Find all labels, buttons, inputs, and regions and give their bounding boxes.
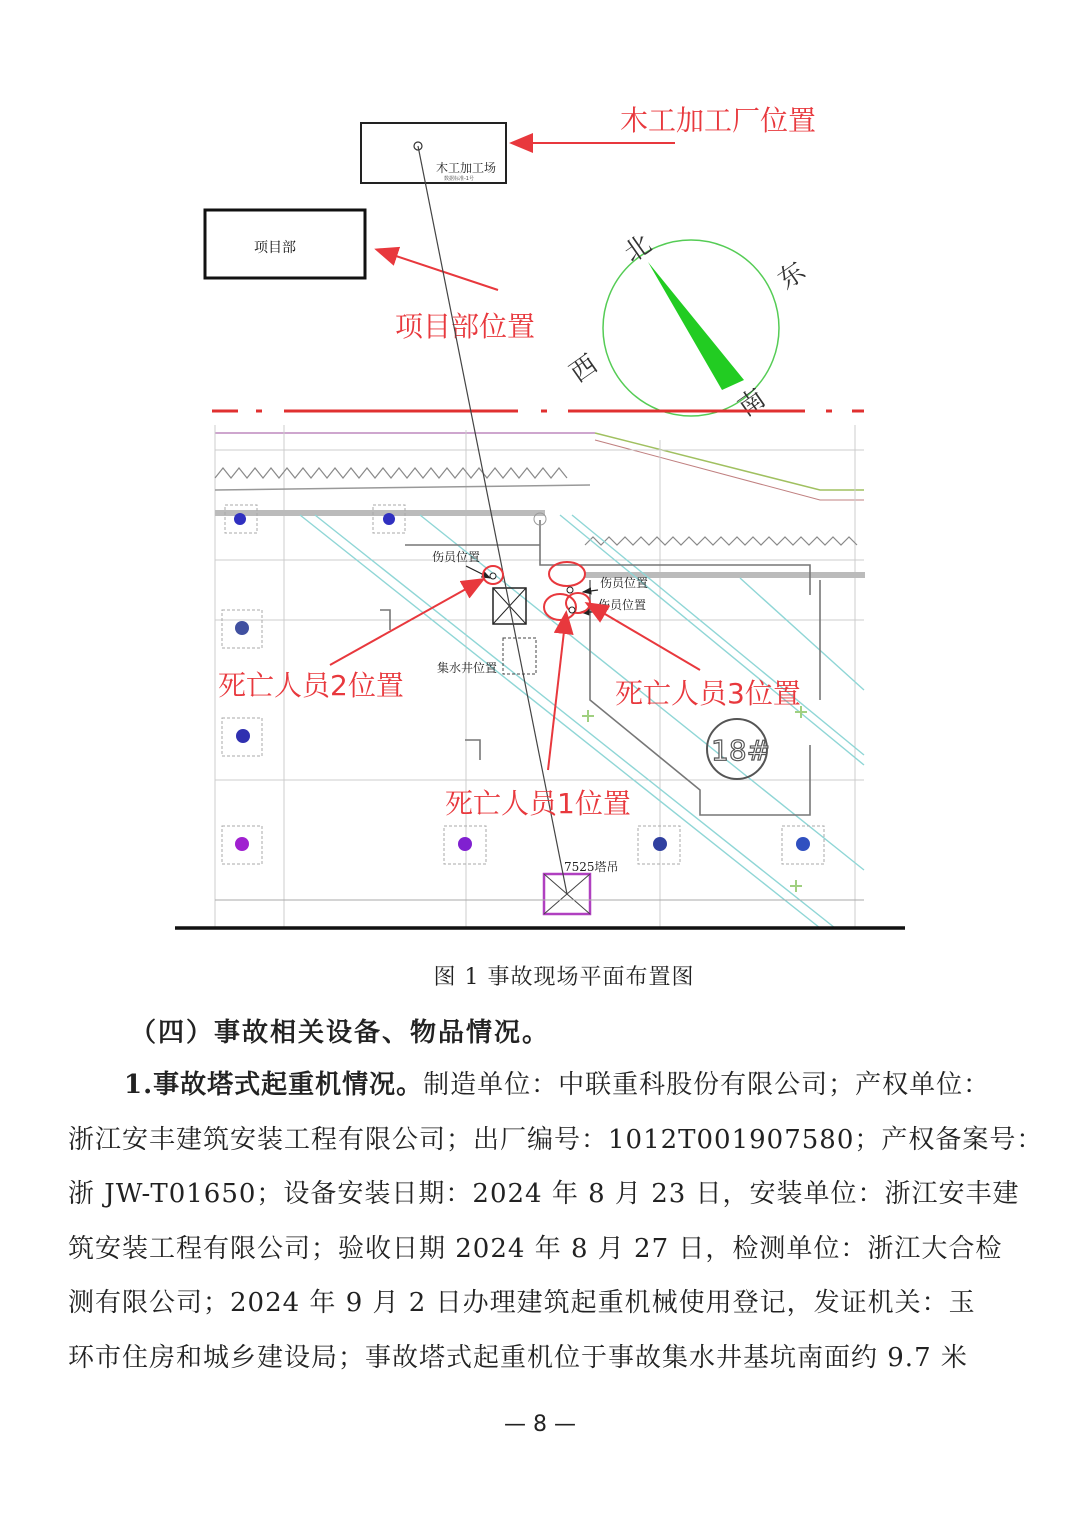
sump-position-label: 集水井位置: [437, 661, 498, 675]
dead-1-label: 死亡人员1位置: [445, 787, 631, 820]
project-box-label: 项目部: [254, 240, 296, 256]
figure-caption: 图 1 事故现场平面布置图: [433, 965, 695, 990]
paragraph-line-6: 环市住房和城乡建设局；事故塔式起重机位于事故集水井基坑南面约 9.7 米: [68, 1342, 968, 1373]
dead-3-label: 死亡人员3位置: [615, 677, 801, 710]
woodshop-box-label: 木工加工场: [436, 161, 497, 175]
tower-crane-label: 7525塔吊: [564, 860, 619, 874]
injured-2-label: 伤员位置: [600, 576, 649, 590]
compass-needle-icon: [648, 262, 744, 390]
building-number: 18#: [711, 734, 771, 767]
section-heading: （四）事故相关设备、物品情况。: [130, 1018, 551, 1048]
paragraph-line-5: 测有限公司；2024 年 9 月 2 日办理建筑起重机械使用登记，发证机关：玉: [68, 1288, 976, 1318]
paragraph-line-1-text: 制造单位：中联重科股份有限公司；产权单位：: [423, 1070, 991, 1100]
woodshop-position-label: 木工加工厂位置: [620, 104, 817, 137]
paragraph-lead: 1.事故塔式起重机情况。: [124, 1070, 424, 1100]
compass-west: 西: [564, 349, 604, 389]
injured-3-label: 伤员位置: [598, 598, 647, 612]
injured-1-label: 伤员位置: [432, 550, 481, 564]
compass-south: 南: [732, 383, 772, 423]
compass-north: 北: [618, 229, 658, 269]
compass-east: 东: [772, 256, 812, 296]
project-position-label: 项目部位置: [395, 310, 536, 343]
distance-line: [418, 146, 567, 894]
paragraph-line-2: 浙江安丰建筑安装工程有限公司；出厂编号：1012T001907580；产权备案号：: [68, 1124, 1044, 1155]
woodshop-box-sublabel: 数据标准-1号: [444, 176, 474, 182]
page-number: — 8 —: [504, 1412, 576, 1437]
dead-2-label: 死亡人员2位置: [218, 669, 404, 702]
paragraph-line-4: 筑安装工程有限公司；验收日期 2024 年 8 月 27 日，检测单位：浙江大合检: [68, 1233, 1003, 1264]
paragraph-line-3: 浙 JW-T01650；设备安装日期：2024 年 8 月 23 日，安装单位：浙江安丰建: [68, 1179, 1020, 1209]
paragraph-line-1: [68, 1058, 1014, 1113]
body-paragraph: [68, 1058, 1044, 1385]
compass: [565, 229, 812, 422]
